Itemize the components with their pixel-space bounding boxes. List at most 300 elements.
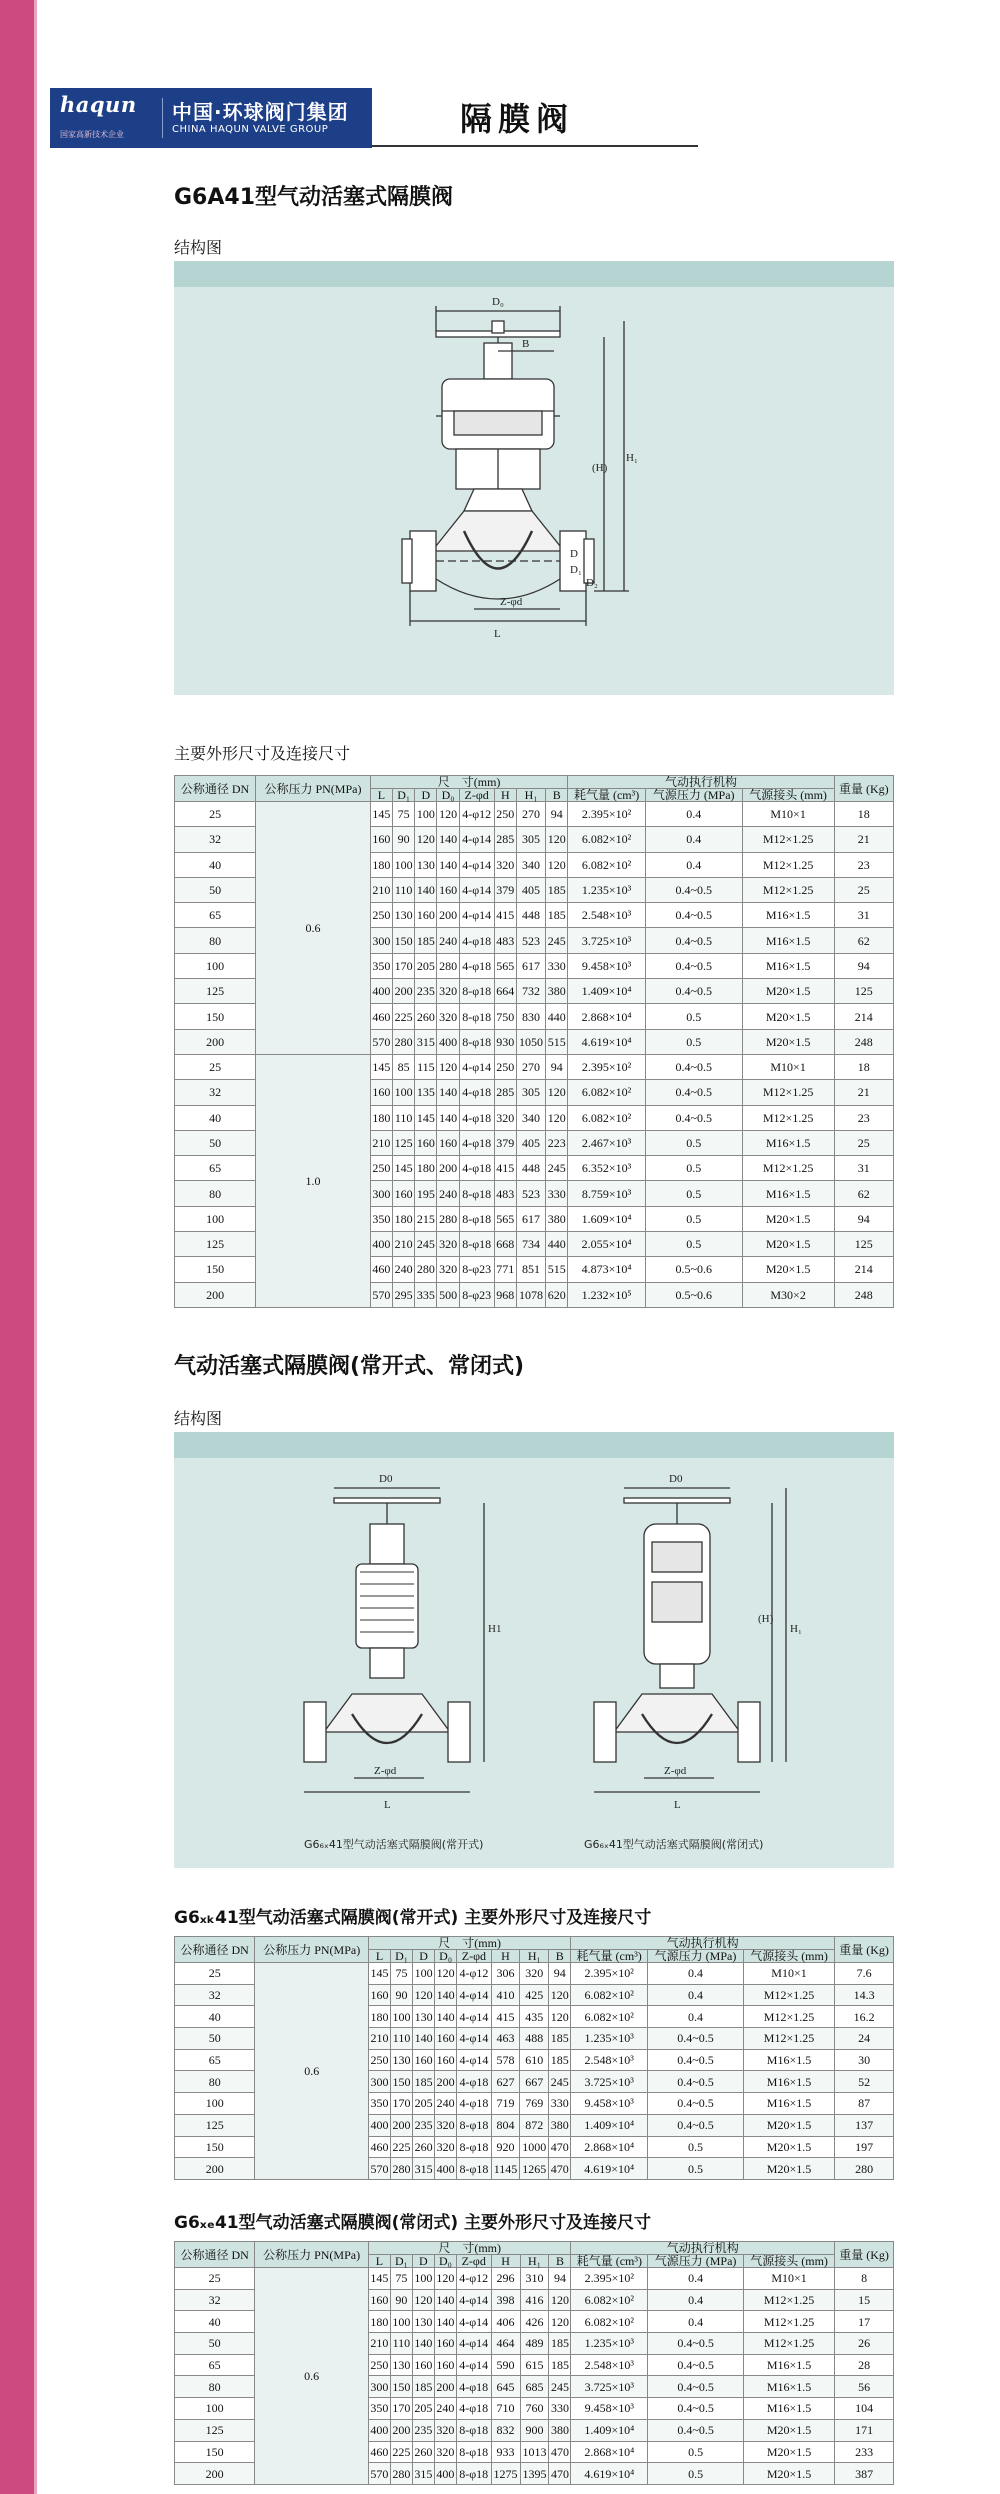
table-cell: 130	[393, 903, 415, 928]
table-cell: 62	[834, 1181, 893, 1206]
table-cell: 140	[435, 1984, 457, 2006]
table-cell: 137	[835, 2114, 894, 2136]
logo-tagline: 国家高新技术企业	[60, 130, 124, 139]
table-cell: 210	[369, 2028, 391, 2050]
table-cell: 6.082×10²	[568, 1105, 646, 1130]
table-cell: M12×1.25	[743, 2006, 834, 2028]
table-cell: 400	[369, 2114, 391, 2136]
table-cell: 415	[494, 1156, 516, 1181]
table-cell: 100	[413, 1963, 435, 1985]
table-cell: 40	[175, 2311, 255, 2333]
table-cell: M12×1.25	[743, 2028, 834, 2050]
table-cell: M20×1.5	[742, 1029, 834, 1054]
table-cell: 225	[391, 2136, 413, 2158]
table-cell: 32	[175, 1080, 256, 1105]
header-col: L	[369, 1950, 391, 1963]
header-underline	[372, 145, 698, 147]
table-cell: 2.395×10²	[571, 1963, 648, 1985]
table-cell: 300	[370, 1181, 392, 1206]
table-cell: 160	[393, 1181, 415, 1206]
table-cell: 25	[175, 1963, 255, 1985]
table-cell: 320	[435, 2136, 457, 2158]
header-actuator-col: 耗气量 (cm³)	[571, 1950, 648, 1963]
table-cell: 197	[835, 2136, 894, 2158]
header-col: D	[415, 789, 437, 802]
header-dimensions: 尺 寸(mm)	[369, 1937, 571, 1950]
table-cell: 4-φ18	[456, 2398, 491, 2420]
table-cell: 9.458×10³	[571, 2398, 648, 2420]
table-cell: 426	[520, 2311, 549, 2333]
table-row	[175, 1963, 894, 1985]
table-cell: 415	[494, 903, 516, 928]
table-cell: 0.5	[645, 1029, 742, 1054]
table-cell: M20×1.5	[743, 2158, 834, 2180]
table-cell: 4-φ14	[459, 1054, 494, 1079]
table-cell: 0.4~0.5	[648, 2114, 744, 2136]
logo-wordmark: haqun	[60, 92, 137, 117]
table-cell: 104	[835, 2398, 894, 2420]
header-actuator: 气动执行机构	[571, 2242, 835, 2255]
table-cell: 140	[435, 2006, 457, 2028]
table-cell: 488	[520, 2028, 549, 2050]
table-cell: 90	[393, 827, 415, 852]
table-cell: 7.6	[835, 1963, 894, 1985]
table-cell: 94	[546, 1054, 568, 1079]
table-cell: M12×1.25	[742, 852, 834, 877]
label-b: B	[522, 338, 530, 350]
table-cell: M10×1	[743, 1963, 834, 1985]
table-cell: 470	[549, 2136, 571, 2158]
table-cell: 250	[370, 1156, 392, 1181]
table-cell: 330	[546, 1181, 568, 1206]
table-cell: 180	[368, 2311, 390, 2333]
header-actuator-col: 气源接头 (mm)	[742, 789, 834, 802]
table-cell: 320	[520, 1963, 549, 1985]
table-cell: 240	[437, 928, 459, 953]
table-cell: 8-φ18	[457, 2136, 492, 2158]
table-cell: 171	[835, 2419, 894, 2441]
section1-structure-label: 结构图	[174, 238, 223, 257]
table-cell: 145	[368, 2268, 390, 2290]
table-cell: 280	[391, 2158, 413, 2180]
header-pn: 公称压力 PN(MPa)	[255, 1937, 369, 1963]
table-cell: 1.235×10³	[571, 2333, 648, 2355]
table-cell: 667	[520, 2071, 549, 2093]
table-cell: 100	[415, 802, 437, 827]
table-cell: 0.4~0.5	[648, 2398, 744, 2420]
table-cell: M20×1.5	[742, 1004, 834, 1029]
table-cell: 435	[520, 2006, 549, 2028]
table-cell: 2.395×10²	[571, 2268, 648, 2290]
header-actuator-col: 耗气量 (cm³)	[568, 789, 646, 802]
table-cell: 248	[834, 1029, 893, 1054]
table-cell: M16×1.5	[743, 2071, 834, 2093]
dimensions-table-normally-open	[174, 1936, 894, 2180]
table-cell: 245	[546, 1156, 568, 1181]
table-cell: 734	[516, 1232, 545, 1257]
table-cell: 25	[834, 1130, 893, 1155]
table-cell: 90	[391, 1984, 413, 2006]
header-actuator-col: 气源接头 (mm)	[744, 2255, 835, 2268]
table-cell: 0.4~0.5	[645, 1105, 742, 1130]
table-cell: 4-φ14	[456, 2354, 491, 2376]
table-cell: 470	[549, 2463, 571, 2485]
table-cell: 2.548×10³	[568, 903, 646, 928]
table-cell: 460	[369, 2136, 391, 2158]
table-cell: 1265	[520, 2158, 549, 2180]
table-cell: 0.4~0.5	[645, 903, 742, 928]
table-cell: 4-φ18	[459, 1105, 494, 1130]
header-col: D₀	[434, 2255, 456, 2268]
table-cell: 1275	[491, 2463, 520, 2485]
table-cell: 145	[370, 1054, 392, 1079]
table-cell: 23	[834, 852, 893, 877]
section1-title: G6A41型气动活塞式隔膜阀	[174, 185, 454, 210]
table-cell: 2.548×10³	[571, 2049, 648, 2071]
table-cell: 100	[391, 2006, 413, 2028]
table-cell: 470	[549, 2441, 571, 2463]
table-cell: 760	[520, 2398, 549, 2420]
table-cell: 4.873×10⁴	[568, 1257, 646, 1282]
table-cell: 4.619×10⁴	[571, 2158, 648, 2180]
table-cell: 8-φ18	[459, 979, 494, 1004]
logo-english-name: CHINA HAQUN VALVE GROUP	[172, 124, 329, 135]
header-col: H	[491, 1950, 519, 1963]
label-left-zd: Z-φd	[374, 1765, 397, 1777]
table-cell: 100	[175, 2398, 255, 2420]
table-cell: 415	[491, 2006, 519, 2028]
label-left-l: L	[384, 1799, 391, 1811]
table-cell: 0.4~0.5	[648, 2376, 744, 2398]
table-cell: 4-φ18	[459, 1080, 494, 1105]
table-cell: 125	[393, 1130, 415, 1155]
table-cell: 56	[835, 2376, 894, 2398]
header-pn: 公称压力 PN(MPa)	[255, 2242, 369, 2268]
table-cell: M20×1.5	[743, 2136, 834, 2158]
header-actuator-col: 气源接头 (mm)	[743, 1950, 834, 1963]
table-cell: 0.4~0.5	[645, 979, 742, 1004]
table-cell: 400	[368, 2419, 390, 2441]
table-cell: 100	[175, 2093, 255, 2115]
table-cell: 40	[175, 852, 256, 877]
table-cell: 6.082×10²	[571, 1984, 648, 2006]
logo-chinese-name: 中国·环球阀门集团	[172, 100, 349, 124]
table-cell: 0.5	[645, 1181, 742, 1206]
table-cell: 94	[834, 1206, 893, 1231]
table-cell: 130	[390, 2354, 412, 2376]
table-cell: 170	[391, 2093, 413, 2115]
table-cell: 4-φ14	[457, 2049, 492, 2071]
header-dn: 公称通径 DN	[175, 776, 256, 802]
table-cell: 205	[412, 2398, 434, 2420]
table-cell: 150	[393, 928, 415, 953]
table-cell: 4-φ14	[456, 2289, 491, 2311]
table-cell: 210	[393, 1232, 415, 1257]
table-cell: 460	[370, 1004, 392, 1029]
table-cell: 379	[494, 877, 516, 902]
table-cell: 125	[175, 1232, 256, 1257]
table-cell: 0.4~0.5	[648, 2071, 744, 2093]
normally-closed-valve-drawing	[594, 1488, 786, 1792]
table-cell: 2.868×10⁴	[568, 1004, 646, 1029]
table-cell: 120	[413, 1984, 435, 2006]
table-cell: 180	[370, 852, 392, 877]
table-cell: 340	[516, 852, 545, 877]
table-cell: 100	[393, 852, 415, 877]
table-cell: 320	[434, 2441, 456, 2463]
table-cell: 350	[370, 1206, 392, 1231]
table-cell: 771	[494, 1257, 516, 1282]
table-cell: 125	[175, 2419, 255, 2441]
table-cell: M16×1.5	[742, 928, 834, 953]
dimensions-table-normally-closed	[174, 2241, 894, 2485]
table-cell: 335	[415, 1282, 437, 1307]
table-cell: 8-φ18	[459, 1232, 494, 1257]
table-cell: 4-φ14	[459, 852, 494, 877]
table-cell: 24	[835, 2028, 894, 2050]
valve-open-closed-diagrams	[174, 1432, 894, 1868]
table-cell: 8.759×10³	[568, 1181, 646, 1206]
table-cell: 4-φ12	[456, 2268, 491, 2290]
table-cell: 0.4	[645, 802, 742, 827]
table-row	[175, 2268, 894, 2290]
table-cell: 4-φ18	[456, 2376, 491, 2398]
table-cell: 4-φ14	[457, 2028, 492, 2050]
table-cell: 0.4	[648, 1984, 744, 2006]
label-d0: D₀	[492, 296, 504, 308]
table-cell: M12×1.25	[742, 877, 834, 902]
company-logo	[50, 88, 372, 148]
table-cell: 233	[835, 2441, 894, 2463]
structure-diagram-panel-1	[174, 261, 894, 695]
header-dn: 公称通径 DN	[175, 2242, 255, 2268]
table-cell: 2.548×10³	[571, 2354, 648, 2376]
table-cell: 110	[391, 2028, 413, 2050]
structure-diagram-panel-2	[174, 1432, 894, 1868]
table-cell: 160	[415, 903, 437, 928]
table-cell: 80	[175, 2071, 255, 2093]
table-cell: 120	[546, 1105, 568, 1130]
table-row	[175, 802, 894, 827]
table-cell: 8-φ18	[459, 1004, 494, 1029]
table-cell: 150	[175, 1004, 256, 1029]
table-cell: 872	[520, 2114, 549, 2136]
table-cell: 4-φ14	[459, 877, 494, 902]
table-cell: 15	[835, 2289, 894, 2311]
table-cell: 200	[175, 1029, 256, 1054]
table-cell: 2.868×10⁴	[571, 2441, 648, 2463]
header-actuator-col: 耗气量 (cm³)	[571, 2255, 648, 2268]
table-cell: 21	[834, 827, 893, 852]
pressure-cell: 0.6	[255, 2268, 369, 2485]
header-col: Z-φd	[459, 789, 494, 802]
table-cell: 32	[175, 2289, 255, 2311]
table-cell: 160	[412, 2354, 434, 2376]
table-cell: 463	[491, 2028, 519, 2050]
table-cell: 340	[516, 1105, 545, 1130]
label-left-h1: H1	[488, 1623, 502, 1635]
header-weight: 重量 (Kg)	[835, 1937, 894, 1963]
table-cell: 9.458×10³	[568, 953, 646, 978]
table-cell: 185	[549, 2028, 571, 2050]
table-cell: 214	[834, 1004, 893, 1029]
table-cell: 2.055×10⁴	[568, 1232, 646, 1257]
table-cell: M20×1.5	[742, 1206, 834, 1231]
table-cell: 240	[393, 1257, 415, 1282]
table-cell: 400	[370, 1232, 392, 1257]
table-cell: 250	[494, 802, 516, 827]
table-cell: 400	[434, 2463, 456, 2485]
table-cell: 590	[491, 2354, 520, 2376]
table-cell: 210	[368, 2333, 390, 2355]
table-cell: 31	[834, 1156, 893, 1181]
table-cell: M12×1.25	[744, 2311, 835, 2333]
table-cell: M16×1.5	[744, 2354, 835, 2376]
table-cell: 150	[391, 2071, 413, 2093]
table-cell: 160	[368, 2289, 390, 2311]
table-cell: 32	[175, 827, 256, 852]
table-cell: 4-φ12	[457, 1963, 492, 1985]
table-cell: 0.4~0.5	[645, 1080, 742, 1105]
table-cell: 180	[415, 1156, 437, 1181]
table-cell: 6.082×10²	[568, 827, 646, 852]
table-cell: 140	[437, 852, 459, 877]
table-cell: 80	[175, 928, 256, 953]
caption-normally-closed: G6₆ₓ41型气动活塞式隔膜阀(常闭式)	[584, 1838, 764, 1851]
table-cell: 0.5	[645, 1232, 742, 1257]
table-cell: 160	[437, 1130, 459, 1155]
table-cell: 4-φ12	[459, 802, 494, 827]
table-cell: 1078	[516, 1282, 545, 1307]
table-cell: 305	[516, 827, 545, 852]
table-cell: 40	[175, 2006, 255, 2028]
table-cell: 8-φ18	[457, 2114, 492, 2136]
table-cell: 280	[437, 1206, 459, 1231]
header-col: H₁	[520, 1950, 549, 1963]
table-cell: 0.5~0.6	[645, 1282, 742, 1307]
table-cell: 50	[175, 2028, 255, 2050]
table-cell: 280	[393, 1029, 415, 1054]
table-cell: 315	[412, 2463, 434, 2485]
table-cell: M12×1.25	[742, 827, 834, 852]
pressure-cell: 1.0	[256, 1054, 371, 1307]
table-cell: 150	[175, 2441, 255, 2463]
table-cell: 100	[390, 2311, 412, 2333]
table-cell: 6.352×10³	[568, 1156, 646, 1181]
header-col: B	[546, 789, 568, 802]
table-cell: 0.4	[648, 2268, 744, 2290]
header-dimensions: 尺 寸(mm)	[368, 2242, 571, 2255]
section2-title: 气动活塞式隔膜阀(常开式、常闭式)	[174, 1354, 525, 1379]
table-cell: 900	[520, 2419, 549, 2441]
table-cell: 0.4	[648, 2289, 744, 2311]
table-cell: 832	[491, 2419, 520, 2441]
table-cell: 200	[175, 2158, 255, 2180]
header-weight: 重量 (Kg)	[834, 776, 893, 802]
table-cell: 8-φ18	[456, 2441, 491, 2463]
table-cell: 280	[437, 953, 459, 978]
table-cell: 570	[370, 1029, 392, 1054]
table-cell: 8-φ18	[459, 1206, 494, 1231]
table-cell: 405	[516, 1130, 545, 1155]
table-cell: 8-φ18	[459, 1181, 494, 1206]
table-cell: 8	[835, 2268, 894, 2290]
table-cell: 200	[390, 2419, 412, 2441]
table-cell: 617	[516, 953, 545, 978]
logo-divider	[162, 98, 163, 138]
table-cell: 130	[391, 2049, 413, 2071]
table-cell: 0.4	[648, 2006, 744, 2028]
table-cell: 448	[516, 903, 545, 928]
table-cell: 160	[434, 2354, 456, 2376]
table-cell: 115	[415, 1054, 437, 1079]
table-cell: 32	[175, 1984, 255, 2006]
table-cell: 565	[494, 953, 516, 978]
table-cell: 0.4	[645, 852, 742, 877]
header-actuator: 气动执行机构	[571, 1937, 835, 1950]
table-cell: 285	[494, 1080, 516, 1105]
table-cell: M16×1.5	[742, 953, 834, 978]
table-cell: 120	[546, 852, 568, 877]
table-cell: 330	[549, 2093, 571, 2115]
table-cell: 380	[549, 2114, 571, 2136]
table-cell: 3.725×10³	[571, 2071, 648, 2093]
table-cell: 80	[175, 2376, 255, 2398]
table-cell: 406	[491, 2311, 520, 2333]
table-cell: 0.4~0.5	[645, 928, 742, 953]
table-cell: 306	[491, 1963, 519, 1985]
table-cell: M12×1.25	[742, 1080, 834, 1105]
table-cell: 160	[370, 1080, 392, 1105]
table-cell: 1.409×10⁴	[568, 979, 646, 1004]
table-cell: 280	[835, 2158, 894, 2180]
table-cell: 578	[491, 2049, 519, 2071]
table-cell: 1.609×10⁴	[568, 1206, 646, 1231]
table-cell: 248	[834, 1282, 893, 1307]
table-cell: 40	[175, 1105, 256, 1130]
header-dn: 公称通径 DN	[175, 1937, 255, 1963]
table-cell: 185	[546, 877, 568, 902]
table-cell: 0.4	[648, 2311, 744, 2333]
table-cell: 4-φ14	[456, 2333, 491, 2355]
table-cell: 615	[520, 2354, 549, 2376]
table-cell: 664	[494, 979, 516, 1004]
table-cell: 851	[516, 1257, 545, 1282]
table-cell: 617	[516, 1206, 545, 1231]
table-cell: 8-φ23	[459, 1257, 494, 1282]
table-cell: 1.232×10⁵	[568, 1282, 646, 1307]
table-cell: 245	[546, 928, 568, 953]
table-cell: 296	[491, 2268, 520, 2290]
pressure-cell: 0.6	[256, 802, 371, 1055]
table-cell: 300	[368, 2376, 390, 2398]
table-cell: 8-φ18	[456, 2463, 491, 2485]
table-cell: 185	[549, 2049, 571, 2071]
table-cell: 0.5	[645, 1156, 742, 1181]
table-cell: 350	[369, 2093, 391, 2115]
normally-open-valve-drawing	[304, 1488, 484, 1792]
table-cell: 130	[412, 2311, 434, 2333]
valve-structure-diagram	[174, 261, 894, 695]
table-cell: 80	[175, 1181, 256, 1206]
table-cell: 4-φ18	[459, 1156, 494, 1181]
table-cell: 94	[546, 802, 568, 827]
table-cell: 75	[393, 802, 415, 827]
table-cell: 710	[491, 2398, 520, 2420]
table-cell: 0.5	[645, 1206, 742, 1231]
table-cell: 200	[175, 2463, 255, 2485]
header-col: H	[494, 789, 516, 802]
